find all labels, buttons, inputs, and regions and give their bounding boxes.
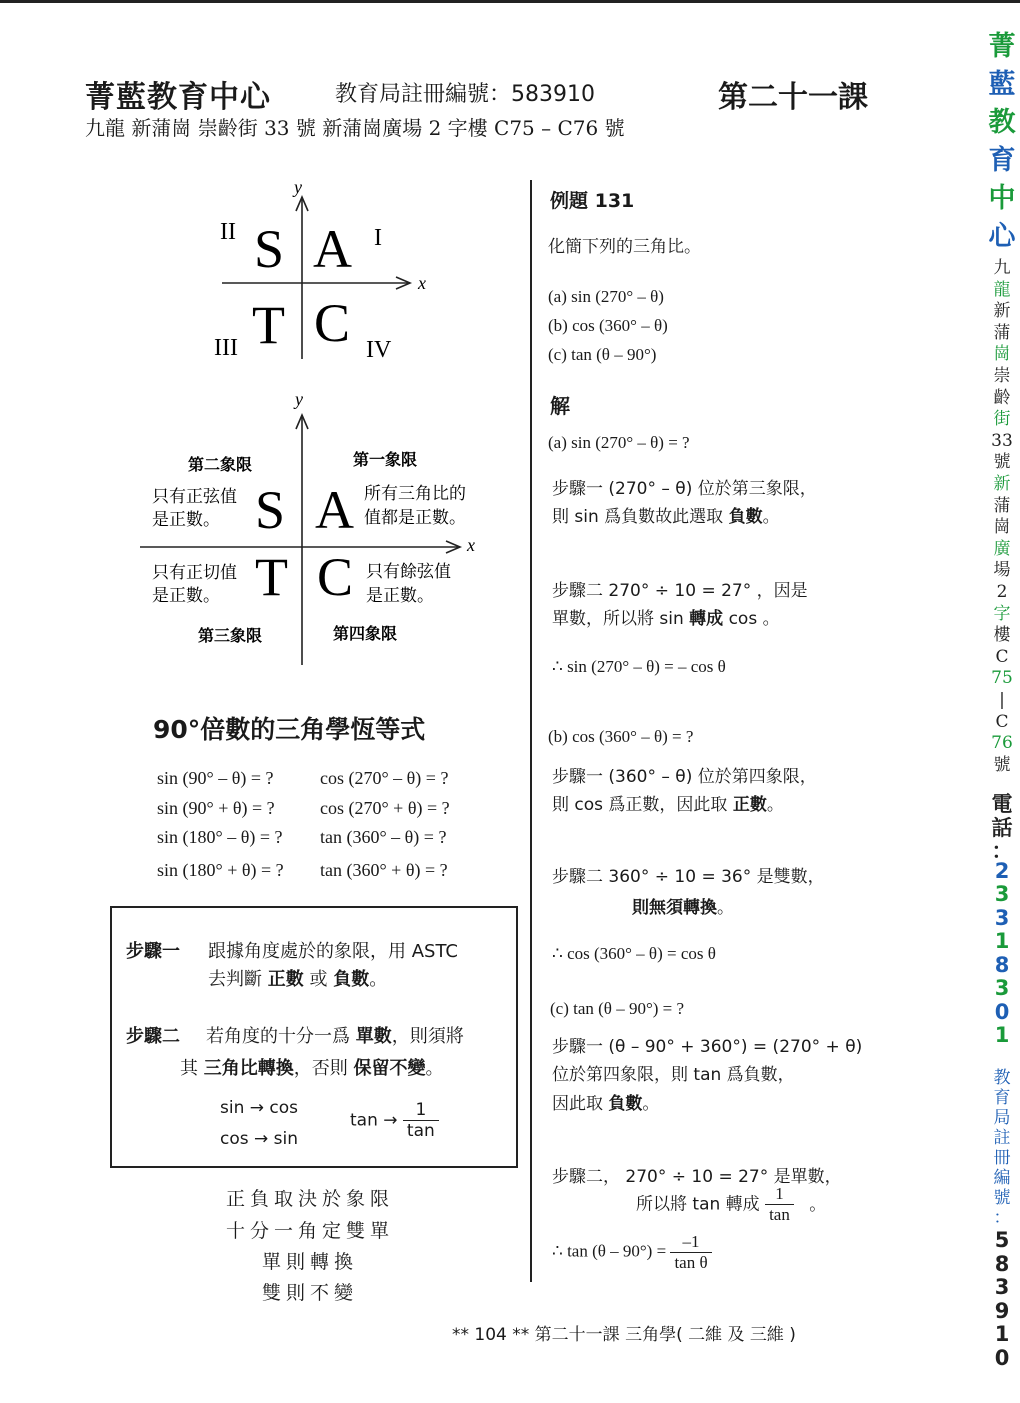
side-address-char: 2 xyxy=(996,582,1008,602)
example-part-a: (a) sin (270° – θ) xyxy=(548,287,664,306)
side-reg-char: 0 xyxy=(994,1345,1010,1370)
side-address-char: 字 xyxy=(993,603,1011,624)
identity-left-3: sin (180° – θ) = ? xyxy=(157,827,283,847)
quadrant-1-title: 第一象限 xyxy=(353,450,418,469)
fraction-numerator: 1 xyxy=(403,1100,439,1121)
letter-s: S xyxy=(255,480,286,540)
step2-odd: 單數 xyxy=(355,1026,392,1047)
quadrant-label-iii: III xyxy=(214,335,238,361)
mnemonic-line-3: 單則轉換 xyxy=(261,1251,358,1273)
solution-label: 解 xyxy=(550,394,570,418)
side-name-char: 菁 xyxy=(988,31,1016,62)
step2-convert: 三角比轉換 xyxy=(203,1058,294,1079)
part-c-result-fraction xyxy=(670,1232,711,1273)
side-address-char: 新 xyxy=(993,474,1011,494)
part-c-negative: 負數 xyxy=(608,1094,643,1114)
part-c-step2-text: 所以將 tan 轉成 xyxy=(636,1194,760,1215)
letter-a: A xyxy=(315,480,354,540)
y-axis-label: y xyxy=(295,389,303,409)
letter-c: C xyxy=(317,547,354,607)
step1-line1: 跟據角度處於的象限，用 ASTC xyxy=(208,941,458,962)
example-prompt: 化簡下列的三角比。 xyxy=(548,237,701,257)
step2-text-c: ，則須將 xyxy=(391,1026,464,1047)
side-reg-char: 9 xyxy=(994,1298,1010,1323)
side-name-char: 中 xyxy=(988,183,1016,214)
side-phone-char: 3 xyxy=(994,976,1010,1000)
quadrant-1-note-line1: 所有三角比的 xyxy=(364,484,466,504)
side-reg-char: 局 xyxy=(993,1108,1011,1128)
letter-t: T xyxy=(252,295,285,355)
quadrant-4-title: 第四象限 xyxy=(333,624,398,643)
identity-right-2: cos (270° + θ) = ? xyxy=(320,798,450,818)
step2-period: 。 xyxy=(425,1058,444,1079)
quadrant-label-iv: IV xyxy=(366,337,392,363)
side-phone-char: 電 xyxy=(991,792,1013,816)
side-phone-char: 8 xyxy=(994,952,1010,977)
letter-c: C xyxy=(314,293,351,353)
step2-text-its: 其 xyxy=(180,1058,198,1079)
letter-s: S xyxy=(254,219,285,279)
side-address-char: | xyxy=(999,690,1005,710)
side-name-char: 藍 xyxy=(988,69,1016,100)
side-address-char: 齡 xyxy=(993,387,1011,408)
side-address-char: 崗 xyxy=(993,344,1011,365)
part-b-step1-line2 xyxy=(552,790,784,815)
column-divider xyxy=(530,180,532,1282)
part-b-step1-text: 則 cos 爲正數，因此取 xyxy=(552,795,728,815)
side-name-char: 教 xyxy=(988,107,1016,138)
side-phone-char: 1 xyxy=(994,1023,1010,1047)
side-address-char: 龍 xyxy=(993,279,1011,300)
quadrant-3-title: 第三象限 xyxy=(198,626,263,645)
identity-right-1: cos (270° – θ) = ? xyxy=(320,768,449,788)
quadrant-4-note-line2: 是正數。 xyxy=(366,586,434,606)
quadrant-label-i: I xyxy=(374,225,382,251)
reciprocal-fraction xyxy=(403,1100,439,1141)
side-address-char: 33 xyxy=(991,430,1013,451)
identities-title: 90°倍數的三角學恆等式 xyxy=(153,715,426,744)
part-a-result: ∴ sin (270° – θ) = – cos θ xyxy=(552,657,726,676)
quadrant-3-note-line1: 只有正切值 xyxy=(152,563,237,583)
step1-text-or: 或 xyxy=(309,969,328,990)
side-address-char: 新 xyxy=(993,301,1011,322)
side-phone-char: 2 xyxy=(994,858,1010,883)
identity-left-4: sin (180° + θ) = ? xyxy=(157,860,284,880)
conversion-cos-sin: cos → sin xyxy=(220,1129,299,1149)
side-reg-char: 3 xyxy=(994,1275,1010,1299)
quadrant-2-note-line2: 是正數。 xyxy=(152,510,220,530)
part-a-step2-text: 單數，所以將 sin xyxy=(552,609,684,629)
step1-label: 步驟一 xyxy=(126,941,180,962)
side-reg-char: 育 xyxy=(993,1088,1011,1108)
part-a-negative: 負數 xyxy=(728,507,763,527)
quadrant-rules-diagram xyxy=(135,385,495,670)
step1-line2 xyxy=(208,965,387,991)
part-a-heading: (a) sin (270° – θ) = ? xyxy=(548,433,690,452)
side-address-char: 場 xyxy=(993,560,1011,581)
part-c-result-lhs: ∴ tan (θ – 90°) = xyxy=(552,1241,667,1261)
part-a-convert: 轉成 xyxy=(689,609,724,629)
letter-a: A xyxy=(313,219,352,279)
side-address-char: 號 xyxy=(993,452,1011,473)
part-a-cos: cos 。 xyxy=(728,609,780,629)
y-axis-label: y xyxy=(294,177,302,197)
step2-keep: 保留不變 xyxy=(353,1058,426,1079)
part-c-step1-line3 xyxy=(552,1089,659,1114)
fraction-numerator: 1 xyxy=(765,1184,794,1205)
part-c-result xyxy=(552,1232,712,1273)
side-address-char: 街 xyxy=(993,409,1011,430)
part-c-step1-text: 因此取 xyxy=(552,1094,603,1114)
part-b-heading: (b) cos (360° – θ) = ? xyxy=(548,727,694,746)
quadrant-4-note-line1: 只有餘弦值 xyxy=(366,562,451,582)
mnemonic-line-2: 十分一角定雙單 xyxy=(225,1220,394,1242)
part-b-step2-line2 xyxy=(632,893,734,918)
side-phone-char: 0 xyxy=(994,999,1010,1024)
side-address-char: 蒲 xyxy=(993,495,1011,516)
lesson-title: 第二十一課 xyxy=(718,80,868,115)
part-c-period: 。 xyxy=(642,1094,660,1114)
side-address-char: 蒲 xyxy=(993,322,1011,343)
side-phone-char: 3 xyxy=(994,905,1010,930)
part-b-period: 。 xyxy=(766,795,784,815)
conversion-tan-label: tan → xyxy=(350,1110,398,1131)
step2-label: 步驟二 xyxy=(126,1026,180,1047)
center-name: 菁藍教育中心 xyxy=(85,80,271,115)
side-reg-char: 編 xyxy=(993,1168,1011,1188)
part-b-step1-line1: 步驟一 (360° – θ) 位於第四象限， xyxy=(552,767,817,787)
address: 九龍 新蒲崗 崇齡街 33 號 新蒲崗廣場 2 字樓 C75 – C76 號 xyxy=(85,116,625,140)
quadrant-1-note-line2: 值都是正數。 xyxy=(364,508,466,528)
top-rule xyxy=(0,0,1020,3)
x-axis-label: x xyxy=(418,273,426,293)
side-phone-char: 話 xyxy=(991,815,1013,840)
side-address-char: 號 xyxy=(993,754,1011,775)
identity-right-4: tan (360° + θ) = ? xyxy=(320,860,448,880)
quadrant-3-note-line2: 是正數。 xyxy=(152,586,220,606)
part-c-step1-line1: 步驟一 (θ – 90° + 360°) = (270° + θ) xyxy=(552,1037,863,1057)
step2-line2 xyxy=(180,1054,443,1080)
side-reg-char: 註 xyxy=(993,1128,1011,1148)
side-address-char: C xyxy=(995,711,1009,732)
x-axis-label: x xyxy=(467,535,475,555)
astc-diagram xyxy=(200,175,460,375)
conversion-tan xyxy=(350,1100,439,1141)
page-footer: ** 104 ** 第二十一課 三角學( 二維 及 三維 ) xyxy=(452,1325,796,1345)
side-phone-char: 1 xyxy=(994,929,1010,953)
part-b-step2-period: 。 xyxy=(717,898,734,918)
part-c-heading: (c) tan (θ – 90°) = ? xyxy=(550,999,685,1018)
side-address-char: 75 xyxy=(991,668,1013,689)
quadrant-label-ii: II xyxy=(220,219,236,245)
part-b-positive: 正數 xyxy=(732,795,767,815)
fraction-denominator: tan θ xyxy=(674,1253,708,1272)
side-address-char: 崗 xyxy=(993,517,1011,538)
part-c-reciprocal-fraction xyxy=(765,1184,794,1225)
side-reg-char: 1 xyxy=(994,1322,1010,1346)
part-a-step2-line1: 步驟二 270° ÷ 10 = 27° ，因是 xyxy=(552,581,808,601)
example-part-c: (c) tan (θ – 90°) xyxy=(548,345,657,364)
mnemonic-line-1: 正負取決於象限 xyxy=(225,1188,394,1210)
side-address-char: 廣 xyxy=(993,538,1011,559)
part-c-step2-line2 xyxy=(636,1184,826,1225)
conversion-sin-cos: sin → cos xyxy=(220,1098,299,1118)
fraction-numerator: –1 xyxy=(670,1232,711,1253)
step2-line1 xyxy=(206,1022,464,1048)
step1-text-a: 去判斷 xyxy=(208,969,262,990)
side-name-char: 育 xyxy=(988,145,1016,176)
registration-number: 教育局註冊編號：583910 xyxy=(335,82,595,107)
identity-left-2: sin (90° + θ) = ? xyxy=(157,798,275,818)
mnemonic-line-4: 雙則不變 xyxy=(261,1282,358,1304)
fraction-denominator: tan xyxy=(769,1205,790,1224)
side-reg-char: 教 xyxy=(993,1068,1011,1088)
side-name-char: 心 xyxy=(988,221,1016,252)
part-c-step1-line2: 位於第四象限，則 tan 爲負數， xyxy=(552,1065,795,1085)
example-part-b: (b) cos (360° – θ) xyxy=(548,316,668,335)
fraction-denominator: tan xyxy=(406,1121,435,1141)
step1-positive: 正數 xyxy=(267,969,304,990)
part-c-step2-line1: 步驟二， 270° ÷ 10 = 27° 是單數， xyxy=(552,1167,842,1187)
side-reg-char: 號 xyxy=(993,1188,1011,1208)
quadrant-2-title: 第二象限 xyxy=(188,455,253,474)
step1-negative: 負數 xyxy=(333,969,370,990)
example-title: 例題 131 xyxy=(550,190,635,212)
part-a-step2-line2 xyxy=(552,604,780,629)
part-b-no-convert: 則無須轉換 xyxy=(632,898,717,918)
side-reg-char: 冊 xyxy=(993,1148,1011,1168)
side-address-char: 九 xyxy=(993,258,1011,278)
side-address-char: C xyxy=(995,646,1009,667)
part-b-result: ∴ cos (360° – θ) = cos θ xyxy=(552,944,716,963)
part-b-step2-line1: 步驟二 360° ÷ 10 = 36° 是雙數， xyxy=(552,867,825,887)
step1-period: 。 xyxy=(369,969,388,990)
part-a-period: 。 xyxy=(762,507,780,527)
side-reg-char: 8 xyxy=(994,1251,1010,1276)
part-a-step1-line2 xyxy=(552,502,780,527)
part-a-step1-line1: 步驟一 (270° – θ) 位於第三象限， xyxy=(552,479,817,499)
side-address-char: 76 xyxy=(991,733,1013,754)
side-address-char: 樓 xyxy=(993,625,1011,646)
side-phone-char: ： xyxy=(991,839,1013,863)
identity-right-3: tan (360° – θ) = ? xyxy=(320,827,447,847)
quadrant-2-note-line1: 只有正弦值 xyxy=(152,487,237,507)
part-c-step2-period: 。 xyxy=(809,1194,827,1215)
identity-left-1: sin (90° – θ) = ? xyxy=(157,768,274,788)
part-a-step1-text: 則 sin 爲負數故此選取 xyxy=(552,507,724,527)
side-reg-char: 5 xyxy=(994,1228,1010,1252)
step2-text-a: 若角度的十分一爲 xyxy=(206,1026,350,1047)
letter-t: T xyxy=(255,547,288,607)
side-address-char: 崇 xyxy=(993,366,1011,386)
side-reg-char: ： xyxy=(993,1208,1011,1228)
step2-text-else: ，否則 xyxy=(293,1058,348,1079)
side-phone-char: 3 xyxy=(994,882,1010,906)
